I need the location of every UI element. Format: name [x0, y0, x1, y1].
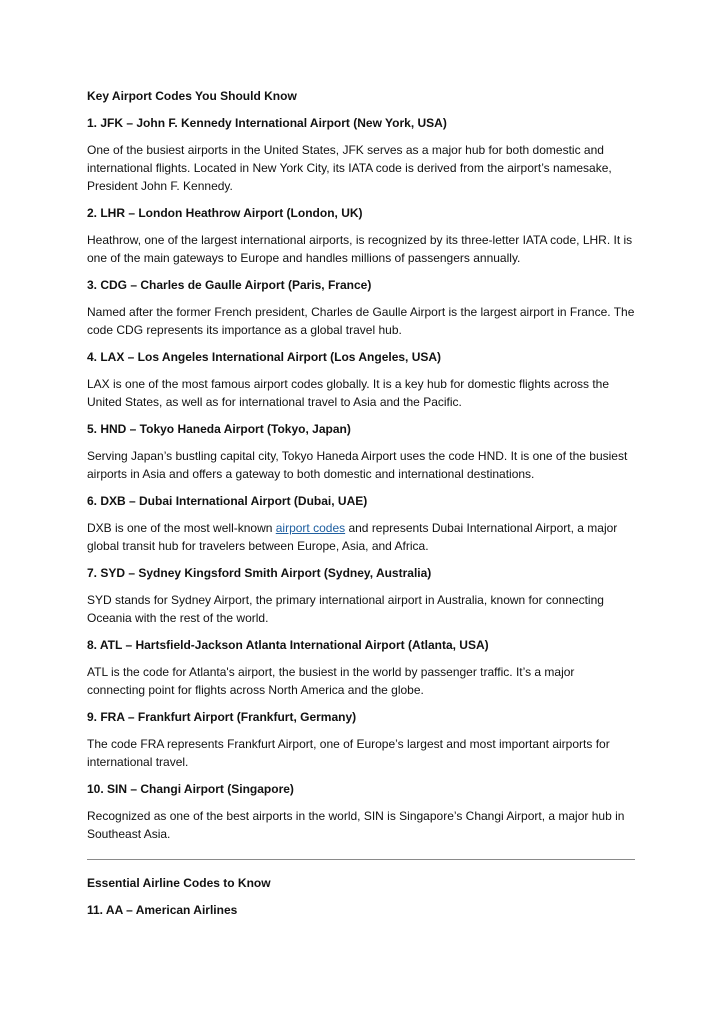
section-title-airlines: Essential Airline Codes to Know	[87, 876, 271, 890]
airport-description	[87, 519, 635, 555]
airport-description: One of the busiest airports in the United States, JFK serves as a major hub for both domestic and international flights. Located in New York City, its IATA code is derived from the airport’s namesake, President John F. Kennedy.	[87, 143, 612, 193]
airport-entry-dxb	[87, 492, 635, 555]
airport-codes-link[interactable]: airport codes	[275, 521, 346, 535]
document-content	[87, 87, 635, 928]
airport-entry-lhr	[87, 204, 635, 267]
airport-heading: 6. DXB – Dubai International Airport (Dubai, UAE)	[87, 494, 368, 508]
airport-heading: 1. JFK – John F. Kennedy International Airport (New York, USA)	[87, 116, 447, 130]
airport-heading: 7. SYD – Sydney Kingsford Smith Airport (Sydney, Australia)	[87, 566, 432, 580]
airport-heading: 4. LAX – Los Angeles International Airport (Los Angeles, USA)	[87, 350, 442, 364]
description-text-before-link: DXB is one of the most well-known	[87, 521, 276, 535]
airport-entry-sin	[87, 780, 635, 843]
horizontal-divider	[87, 859, 635, 860]
airport-heading: 5. HND – Tokyo Haneda Airport (Tokyo, Japan)	[87, 422, 351, 436]
airport-description: LAX is one of the most famous airport codes globally. It is a key hub for domestic flights across the United States, as well as for international travel to Asia and the Pacific.	[87, 377, 610, 409]
airport-entry-syd	[87, 564, 635, 627]
airport-description: The code FRA represents Frankfurt Airport, one of Europe’s largest and most important airports for international travel.	[87, 737, 610, 769]
airport-description: Named after the former French president, Charles de Gaulle Airport is the largest airport in France. The code CDG represents its importance as a global travel hub.	[87, 305, 635, 337]
airline-heading: 11. AA – American Airlines	[87, 903, 238, 917]
airport-description: Heathrow, one of the largest international airports, is recognized by its three-letter IATA code, LHR. It is one of the main gateways to Europe and handles millions of passengers annually.	[87, 233, 633, 265]
airport-entry-cdg	[87, 276, 635, 339]
airport-heading: 3. CDG – Charles de Gaulle Airport (Paris, France)	[87, 278, 372, 292]
airport-entry-hnd	[87, 420, 635, 483]
airport-heading: 8. ATL – Hartsfield-Jackson Atlanta International Airport (Atlanta, USA)	[87, 638, 489, 652]
airport-entry-fra	[87, 708, 635, 771]
airport-entry-atl	[87, 636, 635, 699]
airline-entry-aa	[87, 901, 635, 919]
description-text-after-link: and represents Dubai International Airport, a major global transit hub for travelers between Europe, Asia, and Africa.	[87, 521, 618, 553]
airport-description: ATL is the code for Atlanta's airport, the busiest in the world by passenger traffic. It’s a major connecting point for flights across North America and the globe.	[87, 665, 575, 697]
section-title-airports: Key Airport Codes You Should Know	[87, 89, 297, 103]
airport-heading: 10. SIN – Changi Airport (Singapore)	[87, 782, 294, 796]
airport-description: SYD stands for Sydney Airport, the primary international airport in Australia, known for connecting Oceania with the rest of the world.	[87, 593, 604, 625]
airport-entry-jfk	[87, 114, 635, 195]
airport-heading: 9. FRA – Frankfurt Airport (Frankfurt, Germany)	[87, 710, 357, 724]
airport-description: Recognized as one of the best airports in the world, SIN is Singapore’s Changi Airport, a major hub in Southeast Asia.	[87, 809, 625, 841]
airport-description: Serving Japan’s bustling capital city, Tokyo Haneda Airport uses the code HND. It is one of the busiest airports in Asia and offers a gateway to both domestic and international destinations.	[87, 449, 628, 481]
airport-heading: 2. LHR – London Heathrow Airport (London, UK)	[87, 206, 363, 220]
airport-entry-lax	[87, 348, 635, 411]
